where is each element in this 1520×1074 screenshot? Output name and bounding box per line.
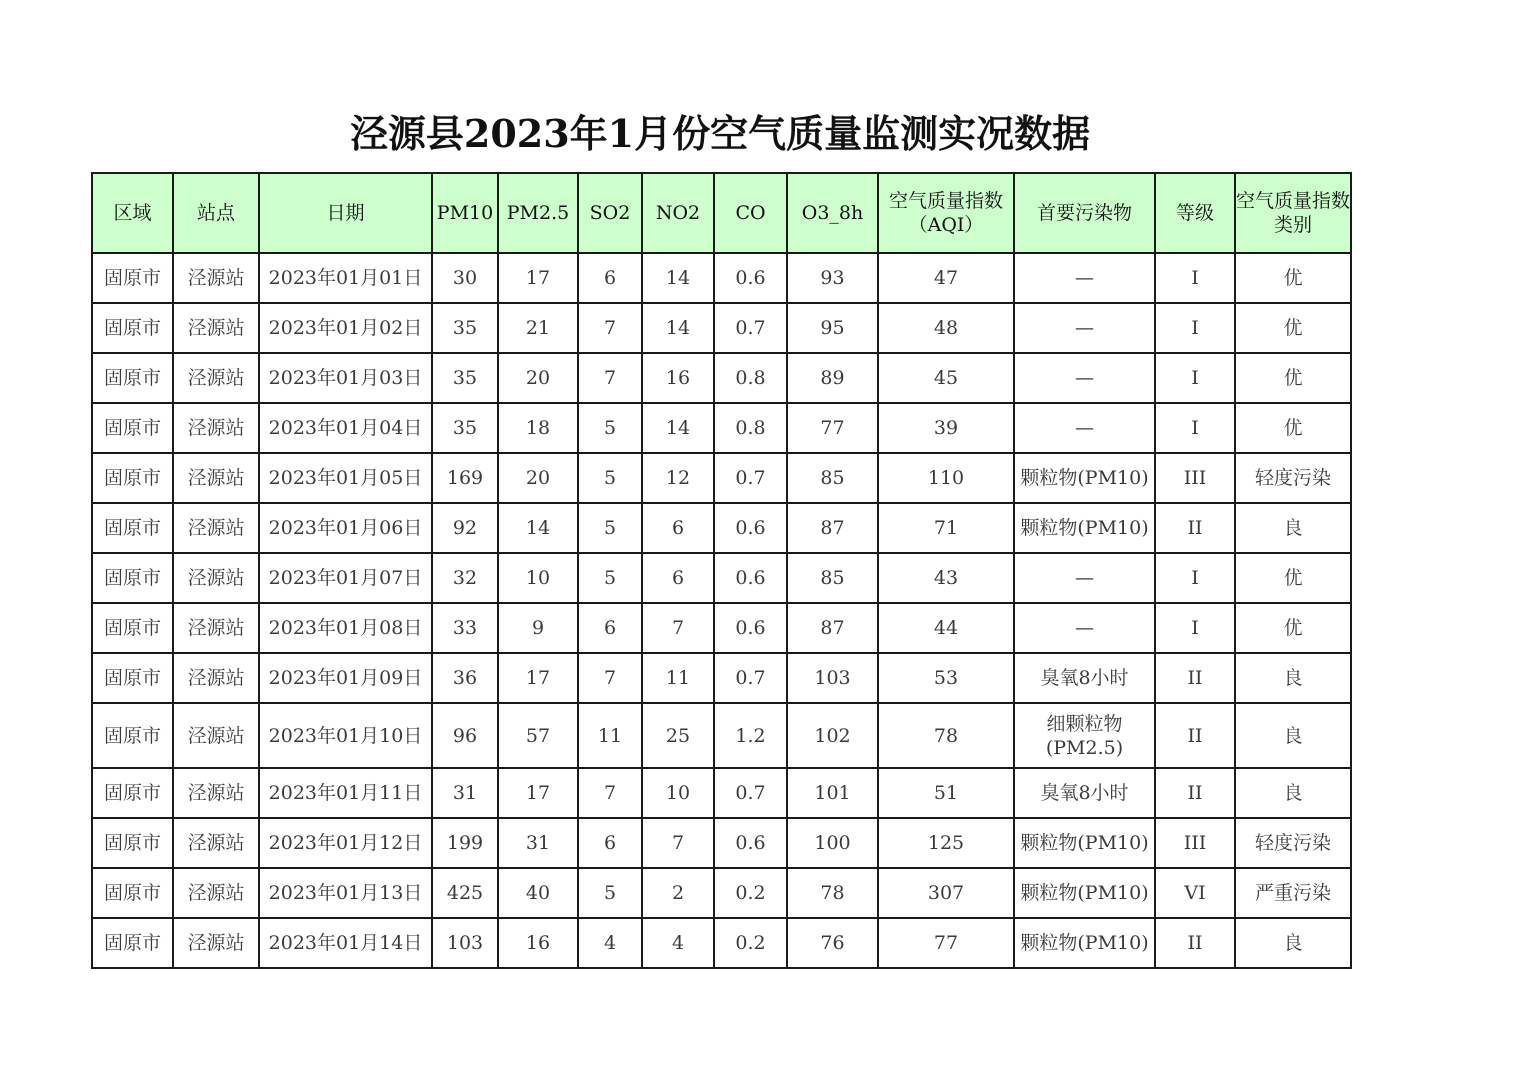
cell-so2: 6	[578, 818, 642, 868]
cell-o3-8h: 95	[787, 303, 878, 353]
table-row	[92, 918, 1351, 968]
cell-no2: 16	[642, 353, 714, 403]
cell-aqi-category: 轻度污染	[1235, 818, 1351, 868]
cell-region: 固原市	[92, 453, 173, 503]
cell-so2: 7	[578, 353, 642, 403]
cell-no2: 11	[642, 653, 714, 703]
cell-station: 泾源站	[173, 768, 259, 818]
cell-aqi-category: 严重污染	[1235, 868, 1351, 918]
cell-aqi: 48	[878, 303, 1014, 353]
cell-pm10: 35	[432, 403, 498, 453]
cell-date: 2023年01月05日	[259, 453, 432, 503]
cell-so2: 4	[578, 918, 642, 968]
cell-co: 0.6	[714, 253, 787, 303]
cell-pm25: 17	[498, 768, 578, 818]
cell-aqi: 39	[878, 403, 1014, 453]
table-row	[92, 768, 1351, 818]
header-cell-primary-pollutant: 首要污染物	[1014, 173, 1155, 253]
table-row	[92, 353, 1351, 403]
table-row	[92, 453, 1351, 503]
cell-aqi: 43	[878, 553, 1014, 603]
cell-o3-8h: 93	[787, 253, 878, 303]
cell-region: 固原市	[92, 768, 173, 818]
cell-no2: 7	[642, 603, 714, 653]
header-cell-so2: SO2	[578, 173, 642, 253]
table-row	[92, 403, 1351, 453]
cell-date: 2023年01月03日	[259, 353, 432, 403]
cell-pm10: 169	[432, 453, 498, 503]
cell-level: II	[1155, 703, 1235, 768]
cell-pm10: 31	[432, 768, 498, 818]
cell-level: II	[1155, 768, 1235, 818]
cell-primary-pollutant: 臭氧8小时	[1014, 653, 1155, 703]
cell-pm10: 425	[432, 868, 498, 918]
cell-no2: 12	[642, 453, 714, 503]
cell-o3-8h: 100	[787, 818, 878, 868]
header-cell-pm10: PM10	[432, 173, 498, 253]
cell-pm10: 35	[432, 303, 498, 353]
page-title: 泾源县2023年1月份空气质量监测实况数据	[349, 111, 1091, 156]
cell-level: VI	[1155, 868, 1235, 918]
table-row	[92, 603, 1351, 653]
cell-pm10: 35	[432, 353, 498, 403]
cell-aqi: 77	[878, 918, 1014, 968]
cell-level: II	[1155, 503, 1235, 553]
cell-date: 2023年01月02日	[259, 303, 432, 353]
cell-no2: 25	[642, 703, 714, 768]
cell-station: 泾源站	[173, 303, 259, 353]
cell-pm10: 92	[432, 503, 498, 553]
cell-no2: 4	[642, 918, 714, 968]
cell-level: I	[1155, 603, 1235, 653]
cell-aqi-category: 优	[1235, 403, 1351, 453]
cell-co: 0.7	[714, 768, 787, 818]
cell-pm10: 33	[432, 603, 498, 653]
cell-pm25: 10	[498, 553, 578, 603]
cell-no2: 7	[642, 818, 714, 868]
cell-pm25: 17	[498, 653, 578, 703]
cell-aqi-category: 良	[1235, 703, 1351, 768]
cell-region: 固原市	[92, 303, 173, 353]
cell-primary-pollutant: 颗粒物(PM10)	[1014, 918, 1155, 968]
cell-aqi-category: 优	[1235, 303, 1351, 353]
table-row	[92, 653, 1351, 703]
cell-level: III	[1155, 453, 1235, 503]
cell-level: I	[1155, 553, 1235, 603]
cell-aqi: 45	[878, 353, 1014, 403]
cell-pm25: 20	[498, 353, 578, 403]
header-cell-station: 站点	[173, 173, 259, 253]
cell-aqi: 51	[878, 768, 1014, 818]
cell-region: 固原市	[92, 818, 173, 868]
cell-co: 0.6	[714, 553, 787, 603]
cell-station: 泾源站	[173, 353, 259, 403]
cell-level: III	[1155, 818, 1235, 868]
table-row	[92, 703, 1351, 768]
cell-date: 2023年01月07日	[259, 553, 432, 603]
cell-co: 0.2	[714, 868, 787, 918]
cell-aqi: 78	[878, 703, 1014, 768]
header-cell-aqi: 空气质量指数（AQI）	[878, 173, 1014, 253]
cell-station: 泾源站	[173, 453, 259, 503]
header-cell-region: 区域	[92, 173, 173, 253]
cell-so2: 5	[578, 868, 642, 918]
cell-o3-8h: 85	[787, 553, 878, 603]
cell-aqi-category: 良	[1235, 503, 1351, 553]
cell-no2: 10	[642, 768, 714, 818]
cell-no2: 14	[642, 303, 714, 353]
cell-o3-8h: 78	[787, 868, 878, 918]
cell-date: 2023年01月04日	[259, 403, 432, 453]
cell-date: 2023年01月13日	[259, 868, 432, 918]
cell-co: 0.6	[714, 818, 787, 868]
cell-primary-pollutant: —	[1014, 303, 1155, 353]
cell-region: 固原市	[92, 703, 173, 768]
cell-co: 0.7	[714, 653, 787, 703]
cell-no2: 6	[642, 503, 714, 553]
cell-station: 泾源站	[173, 653, 259, 703]
cell-aqi: 44	[878, 603, 1014, 653]
header-cell-co: CO	[714, 173, 787, 253]
cell-aqi: 71	[878, 503, 1014, 553]
cell-aqi-category: 优	[1235, 253, 1351, 303]
cell-o3-8h: 89	[787, 353, 878, 403]
cell-so2: 6	[578, 603, 642, 653]
cell-pm25: 9	[498, 603, 578, 653]
cell-pm25: 31	[498, 818, 578, 868]
cell-co: 0.7	[714, 303, 787, 353]
cell-co: 0.2	[714, 918, 787, 968]
cell-region: 固原市	[92, 653, 173, 703]
cell-pm25: 57	[498, 703, 578, 768]
table-row	[92, 303, 1351, 353]
cell-o3-8h: 103	[787, 653, 878, 703]
table-row	[92, 868, 1351, 918]
table-row	[92, 253, 1351, 303]
cell-date: 2023年01月10日	[259, 703, 432, 768]
cell-level: II	[1155, 918, 1235, 968]
cell-station: 泾源站	[173, 503, 259, 553]
table-body	[92, 253, 1351, 968]
cell-primary-pollutant: —	[1014, 253, 1155, 303]
cell-aqi: 307	[878, 868, 1014, 918]
cell-station: 泾源站	[173, 253, 259, 303]
cell-primary-pollutant: 颗粒物(PM10)	[1014, 453, 1155, 503]
cell-co: 0.8	[714, 353, 787, 403]
cell-so2: 5	[578, 503, 642, 553]
header-cell-level: 等级	[1155, 173, 1235, 253]
cell-aqi-category: 优	[1235, 353, 1351, 403]
cell-so2: 11	[578, 703, 642, 768]
cell-level: I	[1155, 353, 1235, 403]
cell-primary-pollutant: 臭氧8小时	[1014, 768, 1155, 818]
cell-region: 固原市	[92, 553, 173, 603]
header-row	[92, 173, 1351, 253]
cell-o3-8h: 85	[787, 453, 878, 503]
cell-co: 0.7	[714, 453, 787, 503]
cell-co: 0.6	[714, 503, 787, 553]
cell-station: 泾源站	[173, 868, 259, 918]
cell-station: 泾源站	[173, 553, 259, 603]
cell-pm25: 20	[498, 453, 578, 503]
cell-no2: 14	[642, 403, 714, 453]
cell-aqi: 125	[878, 818, 1014, 868]
cell-aqi: 110	[878, 453, 1014, 503]
cell-so2: 7	[578, 653, 642, 703]
cell-pm10: 36	[432, 653, 498, 703]
header-cell-o3-8h: O3_8h	[787, 173, 878, 253]
cell-co: 1.2	[714, 703, 787, 768]
table-row	[92, 553, 1351, 603]
cell-region: 固原市	[92, 503, 173, 553]
cell-aqi-category: 良	[1235, 653, 1351, 703]
cell-o3-8h: 77	[787, 403, 878, 453]
cell-primary-pollutant: —	[1014, 603, 1155, 653]
cell-primary-pollutant: —	[1014, 553, 1155, 603]
cell-station: 泾源站	[173, 403, 259, 453]
cell-primary-pollutant: —	[1014, 353, 1155, 403]
cell-pm10: 96	[432, 703, 498, 768]
cell-aqi-category: 优	[1235, 553, 1351, 603]
cell-so2: 7	[578, 768, 642, 818]
cell-no2: 6	[642, 553, 714, 603]
cell-date: 2023年01月11日	[259, 768, 432, 818]
cell-no2: 2	[642, 868, 714, 918]
cell-so2: 5	[578, 403, 642, 453]
cell-aqi: 53	[878, 653, 1014, 703]
cell-date: 2023年01月06日	[259, 503, 432, 553]
cell-level: I	[1155, 303, 1235, 353]
cell-primary-pollutant: 颗粒物(PM10)	[1014, 503, 1155, 553]
cell-region: 固原市	[92, 868, 173, 918]
cell-so2: 5	[578, 453, 642, 503]
cell-date: 2023年01月01日	[259, 253, 432, 303]
cell-so2: 5	[578, 553, 642, 603]
cell-aqi-category: 良	[1235, 768, 1351, 818]
cell-aqi-category: 轻度污染	[1235, 453, 1351, 503]
cell-primary-pollutant: 细颗粒物(PM2.5)	[1014, 703, 1155, 768]
header-cell-pm25: PM2.5	[498, 173, 578, 253]
header-cell-aqi-category: 空气质量指数类别	[1235, 173, 1351, 253]
cell-date: 2023年01月12日	[259, 818, 432, 868]
table-row	[92, 503, 1351, 553]
cell-pm25: 21	[498, 303, 578, 353]
cell-date: 2023年01月08日	[259, 603, 432, 653]
cell-o3-8h: 87	[787, 603, 878, 653]
cell-pm10: 30	[432, 253, 498, 303]
cell-station: 泾源站	[173, 603, 259, 653]
cell-primary-pollutant: 颗粒物(PM10)	[1014, 818, 1155, 868]
cell-date: 2023年01月09日	[259, 653, 432, 703]
cell-o3-8h: 102	[787, 703, 878, 768]
cell-pm25: 16	[498, 918, 578, 968]
cell-pm10: 32	[432, 553, 498, 603]
cell-pm25: 14	[498, 503, 578, 553]
cell-so2: 6	[578, 253, 642, 303]
header-cell-date: 日期	[259, 173, 432, 253]
cell-pm10: 103	[432, 918, 498, 968]
cell-date: 2023年01月14日	[259, 918, 432, 968]
cell-pm25: 17	[498, 253, 578, 303]
cell-so2: 7	[578, 303, 642, 353]
cell-pm10: 199	[432, 818, 498, 868]
cell-level: II	[1155, 653, 1235, 703]
cell-primary-pollutant: —	[1014, 403, 1155, 453]
cell-o3-8h: 101	[787, 768, 878, 818]
cell-o3-8h: 87	[787, 503, 878, 553]
cell-station: 泾源站	[173, 918, 259, 968]
cell-level: I	[1155, 253, 1235, 303]
air-quality-table	[91, 172, 1352, 969]
cell-region: 固原市	[92, 918, 173, 968]
cell-o3-8h: 76	[787, 918, 878, 968]
cell-co: 0.8	[714, 403, 787, 453]
cell-co: 0.6	[714, 603, 787, 653]
cell-station: 泾源站	[173, 818, 259, 868]
header-cell-no2: NO2	[642, 173, 714, 253]
cell-station: 泾源站	[173, 703, 259, 768]
cell-no2: 14	[642, 253, 714, 303]
cell-region: 固原市	[92, 253, 173, 303]
cell-region: 固原市	[92, 603, 173, 653]
cell-aqi: 47	[878, 253, 1014, 303]
cell-aqi-category: 优	[1235, 603, 1351, 653]
cell-region: 固原市	[92, 403, 173, 453]
table-row	[92, 818, 1351, 868]
cell-level: I	[1155, 403, 1235, 453]
cell-primary-pollutant: 颗粒物(PM10)	[1014, 868, 1155, 918]
cell-region: 固原市	[92, 353, 173, 403]
cell-pm25: 40	[498, 868, 578, 918]
cell-pm25: 18	[498, 403, 578, 453]
cell-aqi-category: 良	[1235, 918, 1351, 968]
